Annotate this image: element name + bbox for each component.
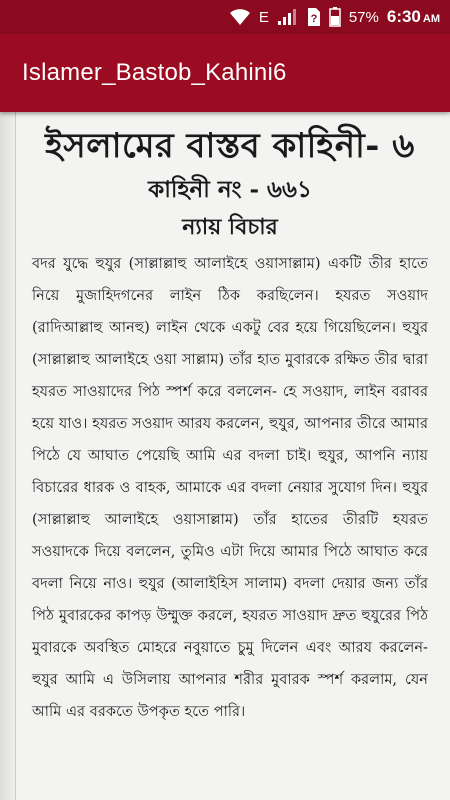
signal-icon <box>277 8 297 26</box>
clock <box>387 7 440 27</box>
app-bar <box>0 34 450 112</box>
story-body: বদর যুদ্ধে হুযুর (সাল্লাল্লাহু আলাইহে ওয়াসাল্লাম) একটি তীর হাতে নিয়ে মুজাহিদগনের লাইন ঠিক করছিলেন। হযরত সওয়াদ (রাদিআল্লাহু আনহু) লাইন থেকে একটু বের হয়ে গিয়েছিলেন। হুযুর (সাল্লাল্লাহু আলাইহে ওয়া সাল্লাম) তাঁর হাত মুবারকে রক্ষিত তীর দ্বারা হযরত সাওয়াদের পিঠ স্পর্শ করে বললেন- হে সওয়াদ, লাইন বরাবর হয়ে যাও। হযরত সওয়াদ আরয করলেন, হুযুর, আপনার তীরে আমার পিঠে যে আঘাত পেয়েছি আমি এর বদলা চাই। হুযুর, আপনি ন্যায় বিচারের ধারক ও বাহক, আমাকে এর বদলা নেয়ার সুযোগ দিন। হুযুর (সাল্লাল্লাহু আলাইহে ওয়াসাল্লাম) তাঁর হাতের তীরটি হযরত সওয়াদকে দিয়ে বললেন, তুমিও এটা দিয়ে আমার পিঠে আঘাত করে বদলা নিয়ে নাও। হুযুর (আলাইহিস সালাম) বদলা দেয়ার জন্য তাঁর পিঠ মুবারকের কাপড় উম্মুক্ত করলে, হযরত সাওয়াদ দ্রুত হুযুরের পিঠ মুবারকে অবস্থিত মোহরে নবুয়াতে চুমু দিলেন এবং আরয করলেন- হুযুর আমি এ উসিলায় আপনার শরীর মুবারক স্পর্শ করলাম, যেন আমি এর বরকতে উপকৃত হতে পারি। <box>32 255 428 720</box>
unknown-sim-icon <box>305 7 321 27</box>
story-heading: ন্যায় বিচার <box>182 214 278 240</box>
clock-time: 6:30 <box>386 7 421 26</box>
status-bar <box>0 0 450 34</box>
app-title: Islamer_Bastob_Kahini6 <box>22 59 287 86</box>
document-page[interactable] <box>0 112 450 800</box>
story-number: কাহিনী নং - ৬৬১ <box>148 176 312 203</box>
document-content <box>0 112 450 728</box>
svg-text:?: ? <box>310 13 318 25</box>
document-title: ইসলামের বাস্তব কাহিনী- ৬ <box>45 126 415 166</box>
wifi-icon <box>229 8 251 26</box>
clock-ampm: AM <box>422 13 440 25</box>
network-type-label: E <box>258 8 269 26</box>
battery-icon <box>329 7 341 27</box>
battery-percent: 57% <box>348 8 379 26</box>
